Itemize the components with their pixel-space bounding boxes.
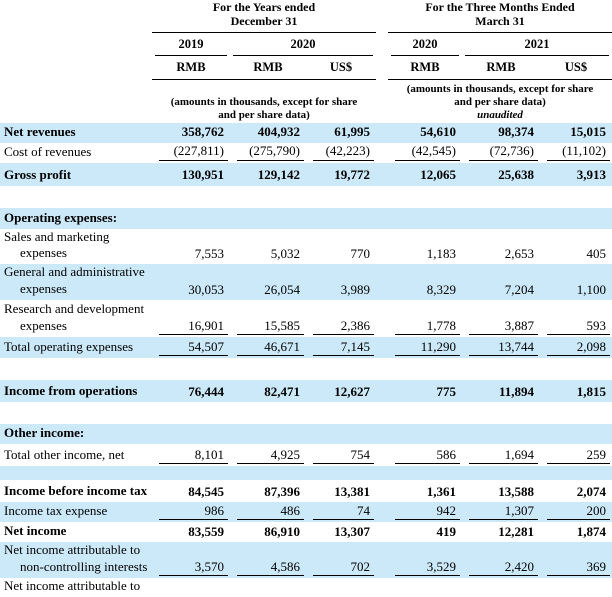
row-label: Net revenues: [4, 123, 76, 139]
group-gap: [376, 337, 388, 358]
value-cell: [306, 208, 376, 229]
value-cell: 54,507: [152, 337, 230, 358]
table-row: [0, 208, 612, 229]
year-2020-q: 2020: [388, 32, 462, 56]
row-label: Income before income tax: [4, 483, 148, 499]
amounts-note-left: (amounts in thousands, except for share and per share data): [170, 96, 358, 122]
value-cell: (275,790): [230, 143, 306, 163]
value-cell: 2,420: [462, 542, 540, 578]
value-cell: 2,074: [576, 483, 607, 499]
table-row: [0, 163, 612, 186]
value-cell: [306, 578, 376, 597]
header-group-years-ended: [152, 0, 376, 32]
value-cell: 2,386: [306, 300, 376, 337]
group-gap: [376, 542, 388, 578]
value-cell: 593: [540, 300, 612, 337]
row-label: Gross profit: [4, 166, 72, 182]
value-cell: 12,281: [498, 523, 534, 539]
table-body: [0, 123, 612, 597]
header-group-row: [0, 0, 612, 32]
group-title-line2: December 31: [230, 14, 298, 29]
spacer-row: [0, 466, 612, 480]
value-cell: 419: [436, 523, 456, 539]
value-cell: [230, 578, 306, 597]
value-cell: [462, 578, 540, 597]
value-cell: 754: [306, 444, 376, 466]
row-label: Other income:: [4, 425, 85, 441]
value-cell: 11,290: [388, 337, 462, 358]
group-title-line1: For the Years ended: [212, 0, 316, 14]
value-cell: 13,588: [498, 483, 534, 499]
spacer-row: [0, 358, 612, 380]
value-cell: 30,053: [188, 281, 224, 297]
table-row: [0, 444, 612, 466]
value-cell: 130,951: [181, 167, 224, 183]
year-2019: 2019: [152, 32, 230, 56]
year-2021-q: 2021: [462, 32, 612, 56]
value-cell: 942: [388, 502, 462, 522]
value-cell: [462, 208, 540, 229]
row-label: Research and development expenses: [4, 301, 145, 334]
value-cell: 74: [306, 502, 376, 522]
value-cell: 3,570: [152, 542, 230, 578]
value-cell: 19,772: [334, 167, 370, 183]
table-row: [0, 300, 612, 337]
value-cell: 1,361: [426, 483, 456, 499]
group-gap: [376, 444, 388, 466]
value-cell: 986: [152, 502, 230, 522]
row-label: Net income: [4, 523, 67, 539]
table-row: [0, 123, 612, 143]
value-cell: 405: [586, 246, 607, 262]
spacer-cell: [0, 402, 612, 424]
value-cell: 13,381: [334, 483, 370, 499]
currency-label: RMB: [230, 56, 306, 79]
header-currency-row: [0, 56, 612, 79]
value-cell: 16,901: [152, 300, 230, 337]
value-cell: 76,444: [188, 383, 224, 399]
value-cell: 46,671: [230, 337, 306, 358]
value-cell: 5,032: [270, 246, 300, 262]
value-cell: 54,610: [420, 124, 456, 140]
value-cell: [152, 208, 230, 229]
row-label: Total operating expenses: [4, 339, 134, 355]
value-cell: 8,329: [426, 281, 456, 297]
row-label: General and administrative expenses: [4, 264, 145, 297]
table-row: [0, 542, 612, 578]
value-cell: 3,989: [340, 281, 370, 297]
row-label: Income from operations: [4, 383, 138, 399]
row-label: Income tax expense: [4, 503, 108, 519]
value-cell: 7,145: [306, 337, 376, 358]
value-cell: 369: [540, 542, 612, 578]
value-cell: 1,874: [576, 523, 607, 539]
value-cell: 11,894: [498, 383, 534, 399]
row-label: Sales and marketing expenses: [4, 228, 110, 261]
value-cell: [540, 208, 612, 229]
value-cell: 770: [350, 246, 370, 262]
value-cell: 82,471: [264, 383, 300, 399]
currency-label: RMB: [388, 56, 462, 79]
value-cell: 15,015: [570, 124, 607, 140]
value-cell: 3,913: [576, 167, 607, 183]
value-cell: 13,307: [334, 523, 370, 539]
value-cell: 12,065: [420, 167, 456, 183]
value-cell: 26,054: [264, 281, 300, 297]
value-cell: 2,098: [540, 337, 612, 358]
table-row: [0, 337, 612, 358]
value-cell: 1,694: [462, 444, 540, 466]
value-cell: 486: [230, 502, 306, 522]
year-2020: 2020: [230, 32, 376, 56]
group-gap: [376, 424, 388, 444]
group-gap: [376, 300, 388, 337]
currency-label: RMB: [152, 56, 230, 79]
value-cell: 2,653: [504, 246, 534, 262]
value-cell: 1,815: [576, 383, 607, 399]
row-label: Total other income, net: [4, 447, 125, 463]
value-cell: 1,183: [426, 246, 456, 262]
group-gap: [376, 380, 388, 402]
group-gap: [376, 123, 388, 143]
value-cell: (42,545): [388, 143, 462, 163]
value-cell: 8,101: [152, 444, 230, 466]
table-row: [0, 264, 612, 300]
value-cell: 84,545: [188, 483, 224, 499]
value-cell: [540, 578, 612, 597]
value-cell: 775: [436, 383, 456, 399]
spacer-cell: [0, 358, 612, 380]
value-cell: [388, 424, 462, 444]
group-gap: [376, 0, 388, 32]
table-row: [0, 380, 612, 402]
value-cell: [462, 424, 540, 444]
value-cell: 1,307: [462, 502, 540, 522]
currency-label: US$: [306, 56, 376, 79]
value-cell: 129,142: [257, 167, 300, 183]
table-header: [0, 0, 612, 123]
group-gap: [376, 264, 388, 300]
table-row: [0, 229, 612, 265]
group-gap: [376, 143, 388, 163]
group-title-line2: March 31: [475, 14, 525, 29]
table-row: [0, 480, 612, 502]
header-corner: [0, 0, 152, 32]
table-row: [0, 502, 612, 522]
value-cell: 1,778: [388, 300, 462, 337]
header-note-row: [0, 80, 612, 123]
table-row: [0, 143, 612, 163]
value-cell: [388, 208, 462, 229]
row-label: Net income attributable to: [4, 577, 141, 593]
value-cell: 200: [540, 502, 612, 522]
group-gap: [376, 578, 388, 597]
amounts-note-right: (amounts in thousands, except for share and per share data) unaudited: [406, 83, 594, 122]
group-gap: [376, 229, 388, 265]
value-cell: 61,995: [334, 124, 370, 140]
header-year-row: [0, 32, 612, 56]
value-cell: (42,223): [306, 143, 376, 163]
value-cell: 86,910: [264, 523, 300, 539]
spacer-row: [0, 186, 612, 208]
value-cell: 3,887: [462, 300, 540, 337]
value-cell: 87,396: [264, 483, 300, 499]
value-cell: 702: [306, 542, 376, 578]
spacer-cell: [0, 186, 612, 208]
value-cell: (72,736): [462, 143, 540, 163]
value-cell: 7,204: [504, 281, 534, 297]
value-cell: 3,529: [388, 542, 462, 578]
value-cell: 404,932: [257, 124, 300, 140]
row-label: Cost of revenues: [4, 143, 92, 159]
value-cell: 98,374: [498, 124, 534, 140]
group-gap: [376, 522, 388, 542]
value-cell: 7,553: [194, 246, 224, 262]
value-cell: 259: [540, 444, 612, 466]
group-title-line1: For the Three Months Ended: [425, 0, 575, 14]
row-label: Operating expenses:: [4, 209, 118, 225]
group-gap: [376, 480, 388, 502]
header-group-three-months: [388, 0, 612, 32]
spacer-cell: [0, 466, 612, 480]
value-cell: 25,638: [498, 167, 534, 183]
value-cell: [306, 424, 376, 444]
group-gap: [376, 208, 388, 229]
spacer-row: [0, 402, 612, 424]
currency-label: RMB: [462, 56, 540, 79]
value-cell: 4,925: [230, 444, 306, 466]
value-cell: 586: [388, 444, 462, 466]
value-cell: [230, 424, 306, 444]
value-cell: (11,102): [540, 143, 612, 163]
value-cell: 1,100: [576, 281, 607, 297]
value-cell: 15,585: [230, 300, 306, 337]
unaudited-note: unaudited: [477, 109, 523, 122]
value-cell: [230, 208, 306, 229]
value-cell: 13,744: [462, 337, 540, 358]
value-cell: (227,811): [152, 143, 230, 163]
table-row: [0, 424, 612, 444]
value-cell: [152, 424, 230, 444]
value-cell: [540, 424, 612, 444]
row-label: Net income attributable to non-controlling interests: [4, 542, 148, 575]
clipped-row: [0, 578, 612, 597]
group-gap: [376, 163, 388, 186]
value-cell: 4,586: [230, 542, 306, 578]
value-cell: 12,627: [334, 383, 370, 399]
currency-label: US$: [540, 56, 612, 79]
value-cell: 358,762: [181, 124, 224, 140]
value-cell: [152, 578, 230, 597]
value-cell: 83,559: [188, 523, 224, 539]
table-row: [0, 522, 612, 542]
value-cell: [388, 578, 462, 597]
group-gap: [376, 502, 388, 522]
